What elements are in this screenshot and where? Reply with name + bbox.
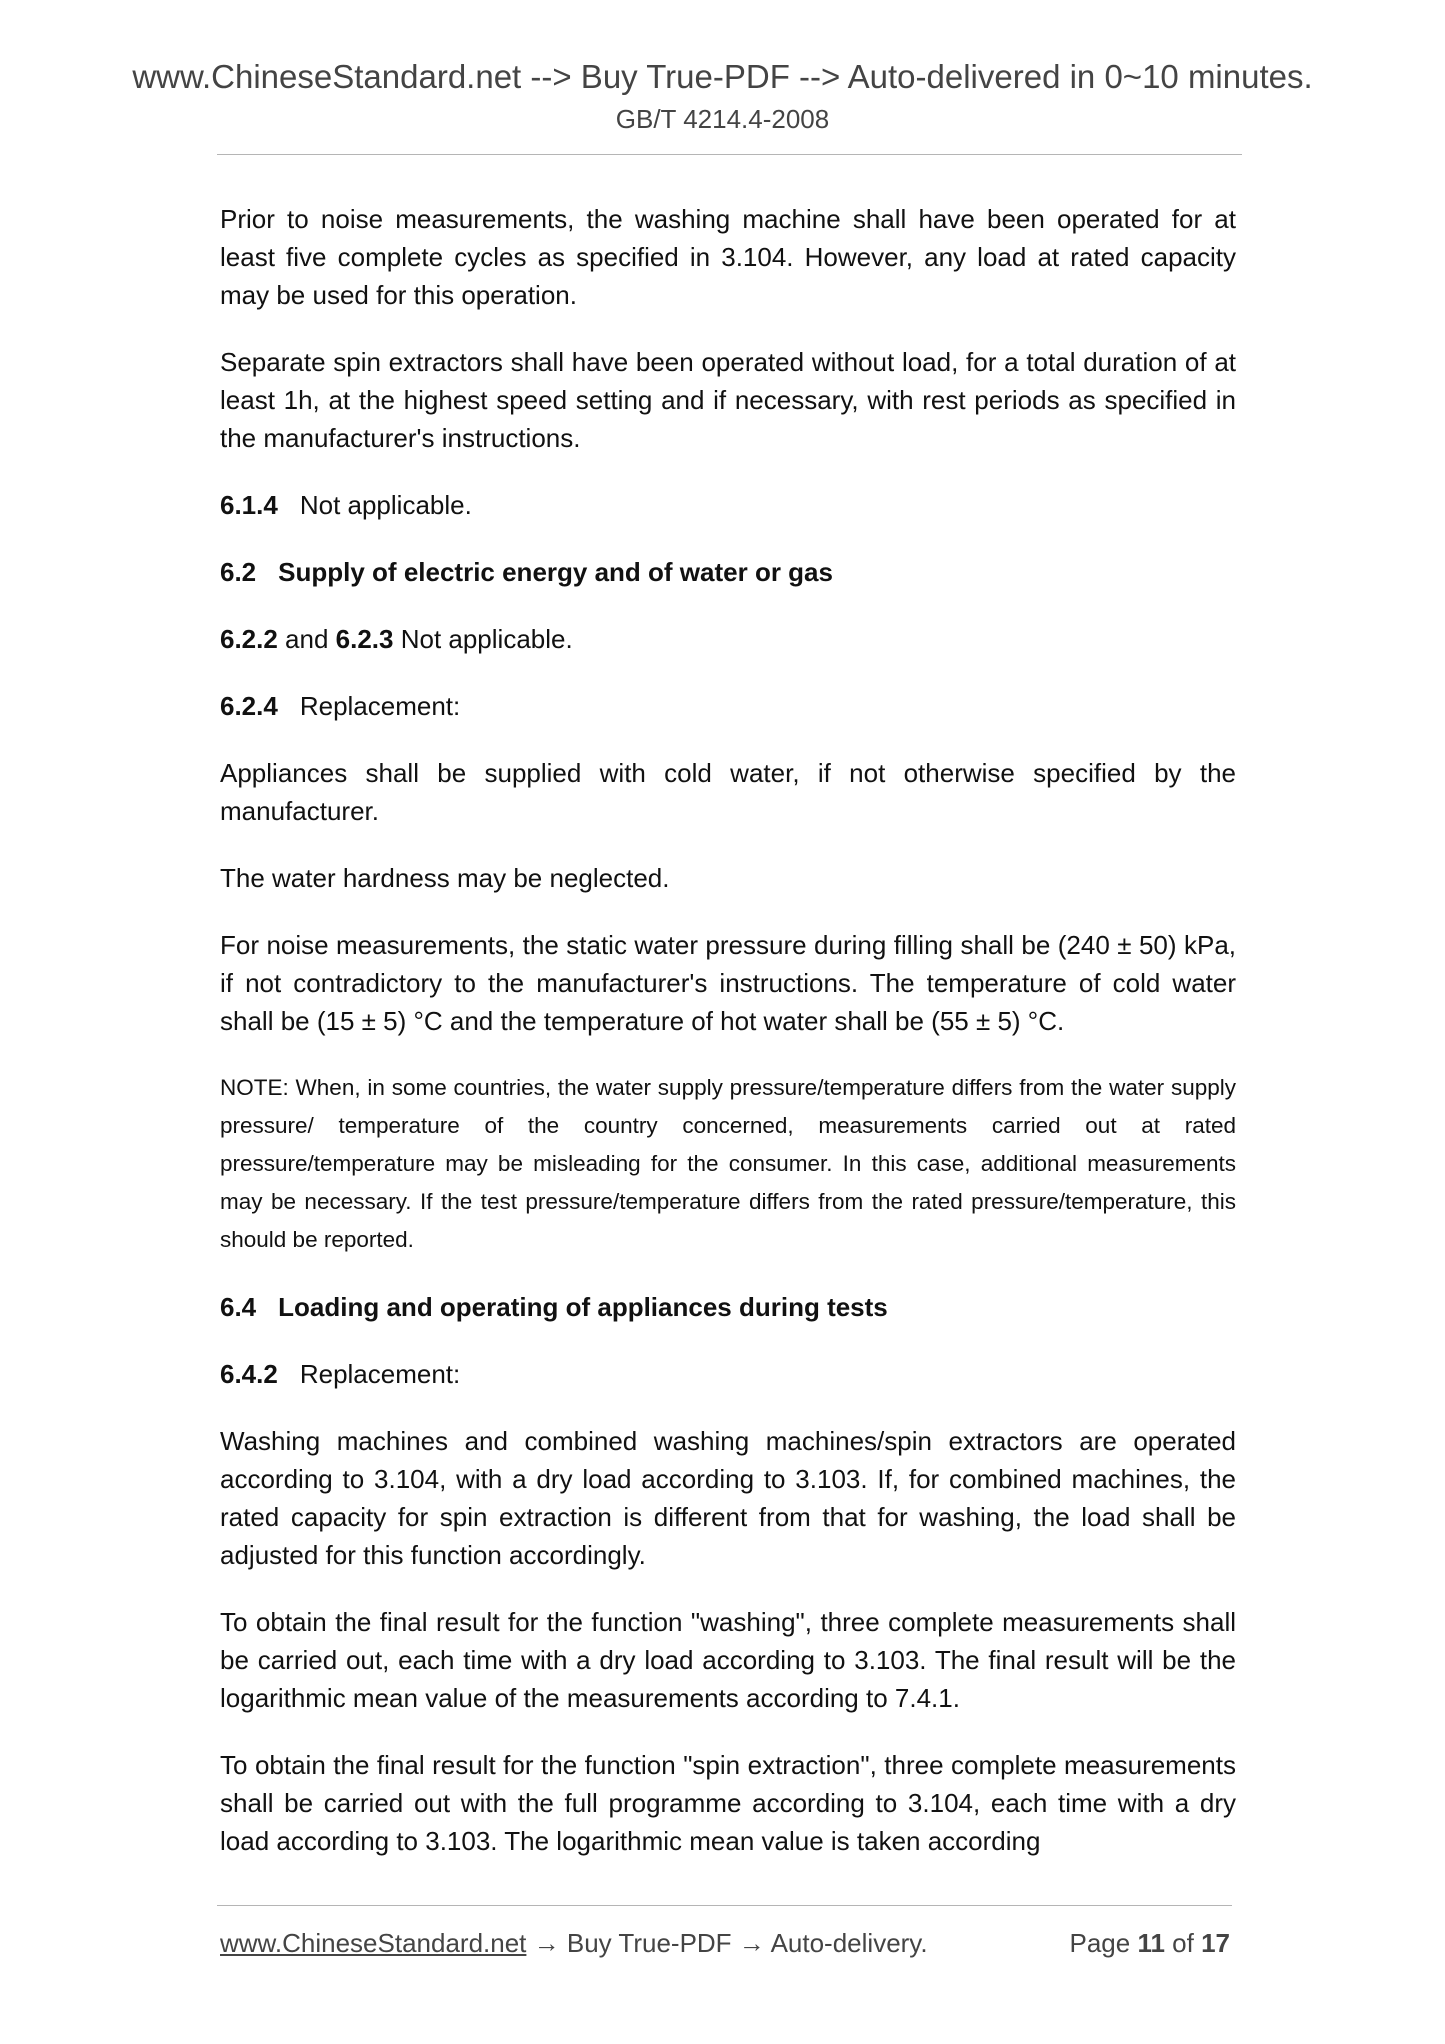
clause-6-1-4 <box>220 486 1236 524</box>
site-link[interactable]: www.ChineseStandard.net <box>220 1928 527 1958</box>
paragraph-washing-result: To obtain the final result for the function "washing", three complete measurements shall be carried out, each time with a dry load according to 3.103. The final result will be the logarithmic mean value of the measurements according to 7.4.1. <box>220 1607 1236 1713</box>
page-content <box>220 200 1236 1889</box>
section-number: 6.4 <box>220 1292 257 1322</box>
clause-text: Not applicable. <box>393 624 573 654</box>
clause-number: 6.4.2 <box>220 1359 278 1389</box>
section-number: 6.2 <box>220 557 257 587</box>
current-page: 11 <box>1137 1928 1165 1958</box>
footer-tagline: → Buy True-PDF → Auto-delivery. <box>526 1928 928 1958</box>
clause-number: 6.2.4 <box>220 691 278 721</box>
clause-number: 6.1.4 <box>220 490 278 520</box>
page-indicator <box>1069 1925 1230 1961</box>
footer-left <box>220 1925 928 1961</box>
clause-text: Not applicable. <box>299 490 472 520</box>
header-banner: www.ChineseStandard.net --> Buy True-PDF --> Auto-delivered in 0~10 minutes. <box>132 58 1313 95</box>
section-title: Loading and operating of appliances during tests <box>278 1292 888 1322</box>
section-heading-6-4 <box>220 1288 1236 1326</box>
paragraph-water-hardness: The water hardness may be neglected. <box>220 863 670 893</box>
header-divider <box>217 154 1242 155</box>
section-title: Supply of electric energy and of water or gas <box>278 557 833 587</box>
paragraph-spin-extractors: Separate spin extractors shall have been operated without load, for a total duration of at least 1h, at the highest speed setting and if necessary, with rest periods as specified in the manufacturer's instructions. <box>220 347 1236 453</box>
clause-number: 6.2.2 <box>220 624 278 654</box>
footer-divider <box>217 1905 1232 1906</box>
total-pages: 17 <box>1201 1928 1230 1958</box>
section-heading-6-2 <box>220 553 1236 591</box>
paragraph-water-pressure: For noise measurements, the static water pressure during filling shall be (240 ± 50) kPa, if not contradictory to the manufacturer's instructions. The temperature of cold water shall be (15 ± 5) °C and the temperature of hot water shall be (55 ± 5) °C. <box>220 930 1236 1036</box>
clause-6-4-2 <box>220 1355 1236 1393</box>
document-id: GB/T 4214.4-2008 <box>615 104 830 134</box>
note-paragraph: NOTE: When, in some countries, the water supply pressure/temperature differs from the water supply pressure/ temperature of the country concerned, measurements carried out at rated pressure/temperature may be misleading for the consumer. In this case, additional measurements may be necessary. If the test pressure/temperature differs from the rated pressure/temperature, this should be reported. <box>220 1075 1236 1252</box>
page-label: Page <box>1069 1928 1138 1958</box>
clause-number: 6.2.3 <box>335 624 394 654</box>
paragraph-cold-water: Appliances shall be supplied with cold water, if not otherwise specified by the manufacturer. <box>220 758 1236 826</box>
clause-text: Replacement: <box>299 1359 461 1389</box>
clause-connector: and <box>277 624 336 654</box>
paragraph-preconditioning: Prior to noise measurements, the washing machine shall have been operated for at least five complete cycles as specified in 3.104. However, any load at rated capacity may be used for this operation. <box>220 204 1236 310</box>
of-label: of <box>1164 1928 1202 1958</box>
clause-6-2-4 <box>220 687 1236 725</box>
clause-6-2-2-and-6-2-3 <box>220 620 1236 658</box>
paragraph-spin-result: To obtain the final result for the function "spin extraction", three complete measurements shall be carried out with the full programme according to 3.104, each time with a dry load according to 3.103. The logarithmic mean value is taken according <box>220 1750 1236 1856</box>
paragraph-operating: Washing machines and combined washing machines/spin extractors are operated according to 3.104, with a dry load according to 3.103. If, for combined machines, the rated capacity for spin extraction is different from that for washing, the load shall be adjusted for this function accordingly. <box>220 1426 1236 1570</box>
clause-text: Replacement: <box>299 691 461 721</box>
